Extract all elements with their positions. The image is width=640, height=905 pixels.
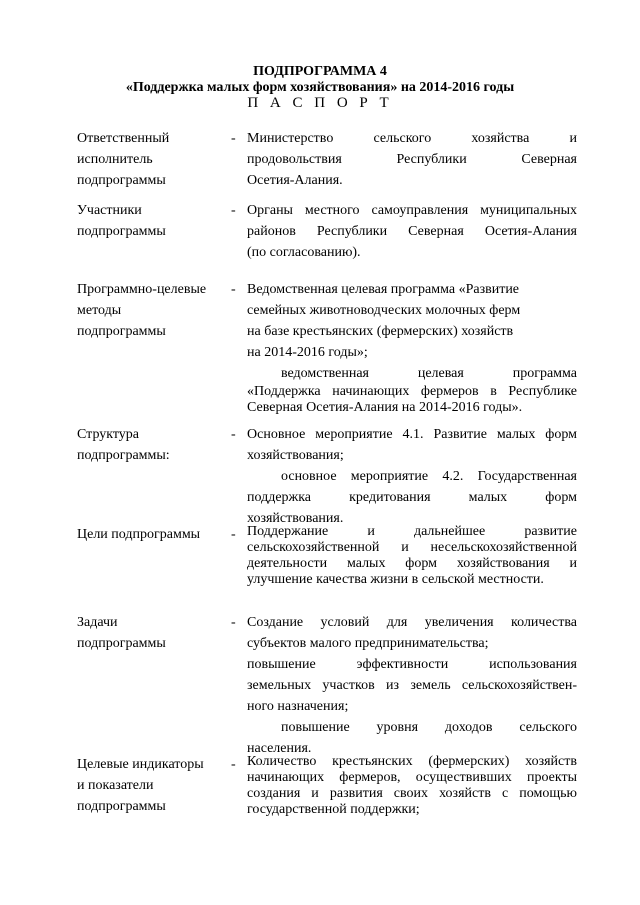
row-label: Ответственный исполнитель подпрограммы bbox=[77, 131, 170, 188]
row-dash: - bbox=[231, 615, 236, 630]
row-label: Участники подпрограммы bbox=[77, 203, 166, 239]
row-value: Министерство сельского хозяйства и продовольствия Республики Северная Осетия-Алания. bbox=[247, 131, 577, 188]
row-label: Задачи подпрограммы bbox=[77, 615, 166, 651]
row-value: Ведомственная целевая программа «Развитие семейных животноводческих молочных ферм на базе крестьянских (фермерских) хозяйств на 2014-2016 годы»; ведомственная целевая программа «Поддержка начинающих фермеров в Республике Северная Осетия-Алания на 2014-2016 годы». bbox=[247, 282, 577, 415]
subprogram-title: ПОДПРОГРАММА 4 bbox=[253, 64, 387, 79]
row-dash: - bbox=[231, 427, 236, 442]
row-dash: - bbox=[231, 527, 236, 542]
row-label: Целевые индикаторы и показатели подпрограммы bbox=[77, 757, 204, 814]
row-dash: - bbox=[231, 131, 236, 146]
row-dash: - bbox=[231, 203, 236, 218]
row-value: Основное мероприятие 4.1. Развитие малых форм хозяйствования; основное мероприятие 4.2. Государственная поддержка кредитования малых форм хозяйствования. bbox=[247, 427, 577, 526]
row-dash: - bbox=[231, 282, 236, 297]
row-label: Программно-целевые методы подпрограммы bbox=[77, 282, 207, 339]
row-label: Структура подпрограммы: bbox=[77, 427, 170, 463]
row-value: Органы местного самоуправления муниципальных районов Республики Северная Осетия-Алания (по согласованию). bbox=[247, 203, 577, 260]
row-value: Количество крестьянских (фермерских) хозяйств начинающих фермеров, осуществивших проекты создания и развития своих хозяйств с помощью государственной поддержки; bbox=[247, 754, 577, 817]
row-value: Поддержание и дальнейшее развитие сельскохозяйственной и несельскохозяйственной деятельности малых форм хозяйствования и улучшение качества жизни в сельской местности. bbox=[247, 524, 577, 587]
subprogram-name: «Поддержка малых форм хозяйствования» на 2014-2016 годы bbox=[125, 80, 515, 95]
passport-heading: П А С П О Р Т bbox=[247, 95, 393, 111]
row-label: Цели подпрограммы bbox=[77, 527, 201, 542]
row-dash: - bbox=[231, 757, 236, 772]
row-value: Создание условий для увеличения количества субъектов малого предпринимательства; повышение эффективности использования земельных участков из земель сельскохозяйствен- ного назначения; повышение уровня доходов сельского населения. bbox=[247, 615, 577, 756]
